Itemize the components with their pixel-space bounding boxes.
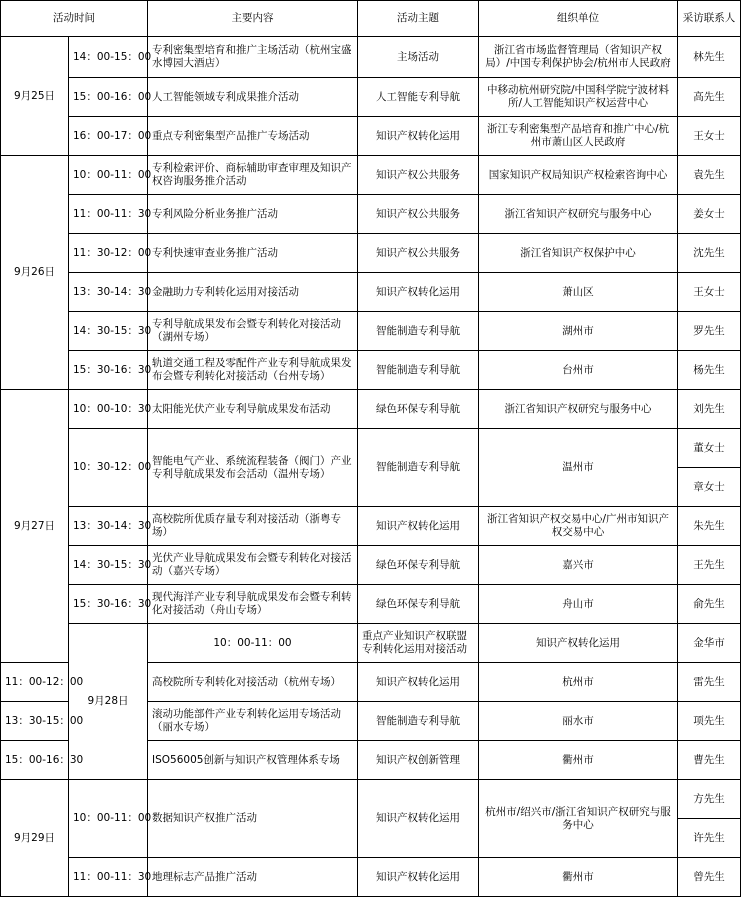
time-cell: 13：30-15：00 bbox=[1, 702, 69, 741]
contact-cell: 章女士 bbox=[678, 468, 741, 507]
theme-cell: 知识产权创新管理 bbox=[358, 741, 479, 780]
org-cell: 中移动杭州研究院/中国科学院宁波材料所/人工智能知识产权运营中心 bbox=[479, 78, 678, 117]
time-cell: 14：30-15：30 bbox=[69, 312, 148, 351]
contact-cell: 高先生 bbox=[678, 78, 741, 117]
time-cell: 11：30-12：00 bbox=[69, 234, 148, 273]
table-row bbox=[1, 195, 741, 234]
table-row bbox=[1, 390, 741, 429]
theme-cell: 知识产权转化运用 bbox=[358, 117, 479, 156]
content-cell: 智能电气产业、系统流程装备（阀门）产业专利导航成果发布会活动（温州专场） bbox=[148, 429, 358, 507]
theme-cell: 知识产权公共服务 bbox=[358, 195, 479, 234]
time-cell: 11：00-11：30 bbox=[69, 195, 148, 234]
date-cell: 9月29日 bbox=[1, 780, 69, 897]
contact-cell: 罗先生 bbox=[678, 312, 741, 351]
org-cell: 浙江省市场监督管理局（省知识产权局）/中国专利保护协会/杭州市人民政府 bbox=[479, 37, 678, 78]
theme-cell: 知识产权转化运用 bbox=[358, 273, 479, 312]
table-row bbox=[1, 156, 741, 195]
theme-cell: 知识产权转化运用 bbox=[479, 624, 678, 663]
content-cell: 地理标志产品推广活动 bbox=[148, 858, 358, 897]
table-row bbox=[1, 117, 741, 156]
org-cell: 杭州市/绍兴市/浙江省知识产权研究与服务中心 bbox=[479, 780, 678, 858]
theme-cell: 绿色环保专利导航 bbox=[358, 585, 479, 624]
content-cell: 专利风险分析业务推广活动 bbox=[148, 195, 358, 234]
time-cell: 10：00-11：00 bbox=[148, 624, 358, 663]
content-cell: 专利快速审查业务推广活动 bbox=[148, 234, 358, 273]
table-row bbox=[1, 429, 741, 468]
contact-cell: 许先生 bbox=[678, 819, 741, 858]
table-row bbox=[1, 234, 741, 273]
header-content: 主要内容 bbox=[148, 1, 358, 37]
org-cell: 衢州市 bbox=[479, 858, 678, 897]
table-row bbox=[1, 273, 741, 312]
contact-cell: 朱先生 bbox=[678, 507, 741, 546]
contact-cell: 曾先生 bbox=[678, 858, 741, 897]
contact-cell: 袁先生 bbox=[678, 156, 741, 195]
theme-cell: 知识产权转化运用 bbox=[358, 507, 479, 546]
contact-cell: 刘先生 bbox=[678, 390, 741, 429]
time-cell: 13：30-14：30 bbox=[69, 507, 148, 546]
date-cell: 9月28日 bbox=[69, 624, 148, 780]
time-cell: 16：00-17：00 bbox=[69, 117, 148, 156]
time-cell: 13：30-14：30 bbox=[69, 273, 148, 312]
date-cell: 9月27日 bbox=[1, 390, 69, 663]
content-cell: 现代海洋产业专利导航成果发布会暨专利转化对接活动（舟山专场） bbox=[148, 585, 358, 624]
org-cell: 湖州市 bbox=[479, 312, 678, 351]
theme-cell: 知识产权公共服务 bbox=[358, 156, 479, 195]
content-cell: 高校院所优质存量专利对接活动（浙粤专场） bbox=[148, 507, 358, 546]
table-row bbox=[1, 780, 741, 819]
content-cell: 专利密集型培育和推广主场活动（杭州宝盛水博园大酒店） bbox=[148, 37, 358, 78]
org-cell: 温州市 bbox=[479, 429, 678, 507]
content-cell: 高校院所专利转化对接活动（杭州专场） bbox=[148, 663, 358, 702]
table-row bbox=[1, 624, 741, 663]
content-cell: 重点专利密集型产品推广专场活动 bbox=[148, 117, 358, 156]
table-row bbox=[1, 858, 741, 897]
time-cell: 10：00-10：30 bbox=[69, 390, 148, 429]
table-row bbox=[1, 585, 741, 624]
contact-cell: 项先生 bbox=[678, 702, 741, 741]
contact-cell: 王女士 bbox=[678, 117, 741, 156]
contact-cell: 杨先生 bbox=[678, 351, 741, 390]
org-cell: 衢州市 bbox=[479, 741, 678, 780]
content-cell: 金融助力专利转化运用对接活动 bbox=[148, 273, 358, 312]
contact-cell: 王先生 bbox=[678, 546, 741, 585]
org-cell: 浙江省知识产权研究与服务中心 bbox=[479, 390, 678, 429]
time-cell: 15：30-16：30 bbox=[69, 351, 148, 390]
org-cell: 嘉兴市 bbox=[479, 546, 678, 585]
contact-cell: 方先生 bbox=[678, 780, 741, 819]
theme-cell: 知识产权转化运用 bbox=[358, 858, 479, 897]
time-cell: 10：30-12：00 bbox=[69, 429, 148, 507]
time-cell: 14：30-15：30 bbox=[69, 546, 148, 585]
contact-cell: 林先生 bbox=[678, 37, 741, 78]
time-cell: 11：00-11：30 bbox=[69, 858, 148, 897]
contact-cell: 雷先生 bbox=[678, 663, 741, 702]
theme-cell: 智能制造专利导航 bbox=[358, 312, 479, 351]
table-row bbox=[1, 351, 741, 390]
content-cell: 专利导航成果发布会暨专利转化对接活动（湖州专场） bbox=[148, 312, 358, 351]
org-cell: 国家知识产权局知识产权检索咨询中心 bbox=[479, 156, 678, 195]
org-cell: 浙江专利密集型产品培育和推广中心/杭州市萧山区人民政府 bbox=[479, 117, 678, 156]
time-cell: 15：30-16：30 bbox=[69, 585, 148, 624]
org-cell: 丽水市 bbox=[479, 702, 678, 741]
table-row bbox=[1, 546, 741, 585]
content-cell: ISO56005创新与知识产权管理体系专场 bbox=[148, 741, 358, 780]
header-row bbox=[1, 1, 741, 37]
table-row bbox=[1, 37, 741, 78]
content-cell: 光伏产业导航成果发布会暨专利转化对接活动（嘉兴专场） bbox=[148, 546, 358, 585]
content-cell: 重点产业知识产权联盟专利转化运用对接活动 bbox=[358, 624, 479, 663]
org-cell: 台州市 bbox=[479, 351, 678, 390]
header-theme: 活动主题 bbox=[358, 1, 479, 37]
org-cell: 萧山区 bbox=[479, 273, 678, 312]
contact-cell: 俞先生 bbox=[678, 585, 741, 624]
contact-cell: 董女士 bbox=[678, 429, 741, 468]
contact-cell: 曹先生 bbox=[678, 741, 741, 780]
contact-cell: 沈先生 bbox=[678, 234, 741, 273]
time-cell: 15：00-16：00 bbox=[69, 78, 148, 117]
time-cell: 11：00-12：00 bbox=[1, 663, 69, 702]
theme-cell: 主场活动 bbox=[358, 37, 479, 78]
content-cell: 数据知识产权推广活动 bbox=[148, 780, 358, 858]
theme-cell: 绿色环保专利导航 bbox=[358, 546, 479, 585]
table-row bbox=[1, 78, 741, 117]
theme-cell: 智能制造专利导航 bbox=[358, 351, 479, 390]
table-row bbox=[1, 312, 741, 351]
table-row bbox=[1, 507, 741, 546]
theme-cell: 绿色环保专利导航 bbox=[358, 390, 479, 429]
theme-cell: 智能制造专利导航 bbox=[358, 429, 479, 507]
header-contact: 采访联系人 bbox=[678, 1, 741, 37]
time-cell: 15：00-16：30 bbox=[1, 741, 69, 780]
time-cell: 14：00-15：00 bbox=[69, 37, 148, 78]
header-org: 组织单位 bbox=[479, 1, 678, 37]
org-cell: 金华市 bbox=[678, 624, 741, 663]
theme-cell: 知识产权公共服务 bbox=[358, 234, 479, 273]
header-time: 活动时间 bbox=[1, 1, 148, 37]
content-cell: 滚动功能部件产业专利转化运用专场活动（丽水专场） bbox=[148, 702, 358, 741]
content-cell: 专利检索评价、商标辅助审查审理及知识产权咨询服务推介活动 bbox=[148, 156, 358, 195]
org-cell: 浙江省知识产权研究与服务中心 bbox=[479, 195, 678, 234]
contact-cell: 王女士 bbox=[678, 273, 741, 312]
org-cell: 浙江省知识产权保护中心 bbox=[479, 234, 678, 273]
content-cell: 轨道交通工程及零配件产业专利导航成果发布会暨专利转化对接活动（台州专场） bbox=[148, 351, 358, 390]
content-cell: 人工智能领域专利成果推介活动 bbox=[148, 78, 358, 117]
theme-cell: 智能制造专利导航 bbox=[358, 702, 479, 741]
contact-cell: 姜女士 bbox=[678, 195, 741, 234]
org-cell: 浙江省知识产权交易中心/广州市知识产权交易中心 bbox=[479, 507, 678, 546]
theme-cell: 知识产权转化运用 bbox=[358, 780, 479, 858]
time-cell: 10：00-11：00 bbox=[69, 780, 148, 858]
theme-cell: 人工智能专利导航 bbox=[358, 78, 479, 117]
content-cell: 太阳能光伏产业专利导航成果发布活动 bbox=[148, 390, 358, 429]
date-cell: 9月25日 bbox=[1, 37, 69, 156]
theme-cell: 知识产权转化运用 bbox=[358, 663, 479, 702]
time-cell: 10：00-11：00 bbox=[69, 156, 148, 195]
date-cell: 9月26日 bbox=[1, 156, 69, 390]
org-cell: 杭州市 bbox=[479, 663, 678, 702]
org-cell: 舟山市 bbox=[479, 585, 678, 624]
